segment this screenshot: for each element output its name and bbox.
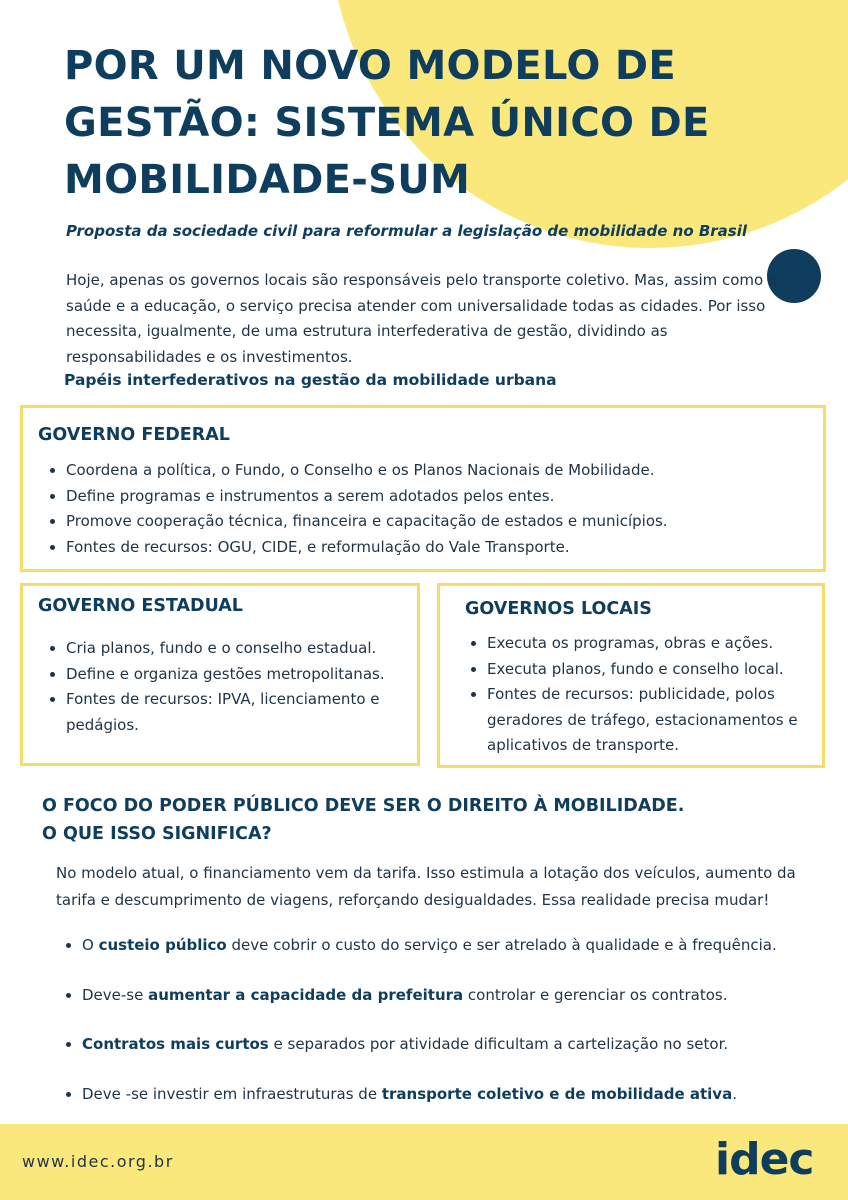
item-text: .: [732, 1084, 737, 1103]
item-emphasis: aumentar a capacidade da prefeitura: [148, 985, 464, 1004]
list-item: • Executa os programas, obras e ações.: [487, 631, 817, 657]
state-list: [41, 636, 406, 738]
federal-box-title: GOVERNO FEDERAL: [38, 425, 230, 445]
list-item: [82, 932, 822, 982]
focus-heading: [42, 792, 802, 848]
item-text: Deve-se: [82, 985, 149, 1004]
list-item: [82, 1081, 822, 1131]
focus-list: [60, 932, 822, 1130]
roles-heading: Papéis interfederativos na gestão da mobilidade urbana: [64, 371, 557, 389]
item-text: O: [82, 936, 99, 954]
federal-government-box: [20, 405, 826, 572]
idec-logo: idec: [715, 1134, 814, 1185]
footer-bar: [0, 1124, 848, 1200]
list-item: [82, 982, 822, 1032]
intro-paragraph: Hoje, apenas os governos locais são responsáveis pelo transporte coletivo. Mas, assim como a saúde e a educação, o serviço precisa atender com universalidade todas as cidades. Por isso necessita, igualmente, de uma estrutura interfederativa de gestão, dividindo as responsabilidades e os investimentos.: [66, 271, 778, 366]
item-text: e separados por atividade dificultam a cartelização no setor.: [268, 1035, 729, 1053]
state-box-title: GOVERNO ESTADUAL: [38, 596, 243, 616]
focus-heading-line-1: O FOCO DO PODER PÚBLICO DEVE SER O DIREITO À MOBILIDADE.: [42, 796, 685, 816]
list-item: • Executa planos, fundo e conselho local.: [487, 657, 817, 683]
federal-list: [41, 458, 836, 560]
page-title: POR UM NOVO MODELO DE GESTÃO: SISTEMA ÚNICO DE MOBILIDADE-SUM: [64, 43, 710, 203]
list-item: • Fontes de recursos: publicidade, polos geradores de tráfego, estacionamentos e aplicativos de transporte.: [487, 682, 817, 759]
list-item: [82, 1031, 822, 1081]
item-emphasis: transporte coletivo e de mobilidade ativa: [381, 1084, 733, 1103]
focus-heading-line-2: O QUE ISSO SIGNIFICA?: [42, 824, 272, 844]
local-box-title: GOVERNOS LOCAIS: [465, 599, 652, 619]
list-item: • Promove cooperação técnica, financeira e capacitação de estados e municípios.: [66, 509, 836, 535]
focus-paragraph: No modelo atual, o financiamento vem da tarifa. Isso estimula a lotação dos veículos, aumento da tarifa e descumprimento de viagens, reforçando desigualdades. Essa realidade precisa mudar!: [56, 864, 796, 909]
item-text: deve cobrir o custo do serviço e ser atrelado à qualidade e à frequência.: [226, 936, 777, 954]
list-item: • Fontes de recursos: IPVA, licenciamento e pedágios.: [66, 687, 406, 738]
local-list: [462, 631, 817, 759]
list-item: • Fontes de recursos: OGU, CIDE, e reformulação do Vale Transporte.: [66, 535, 836, 561]
page-subtitle: Proposta da sociedade civil para reformular a legislação de mobilidade no Brasil: [66, 222, 748, 240]
local-governments-box: [437, 583, 825, 768]
item-emphasis: custeio público: [98, 936, 227, 954]
item-text: Deve -se investir em infraestruturas de: [82, 1084, 382, 1103]
list-item: • Define e organiza gestões metropolitanas.: [66, 662, 406, 688]
item-text: controlar e gerenciar os contratos.: [463, 985, 728, 1004]
state-government-box: [20, 583, 420, 766]
list-item: • Coordena a política, o Fundo, o Conselho e os Planos Nacionais de Mobilidade.: [66, 458, 836, 484]
item-emphasis: Contratos mais curtos: [82, 1035, 269, 1053]
website-link[interactable]: www.idec.org.br: [22, 1152, 174, 1171]
list-item: • Define programas e instrumentos a serem adotados pelos entes.: [66, 484, 836, 510]
list-item: • Cria planos, fundo e o conselho estadual.: [66, 636, 406, 662]
